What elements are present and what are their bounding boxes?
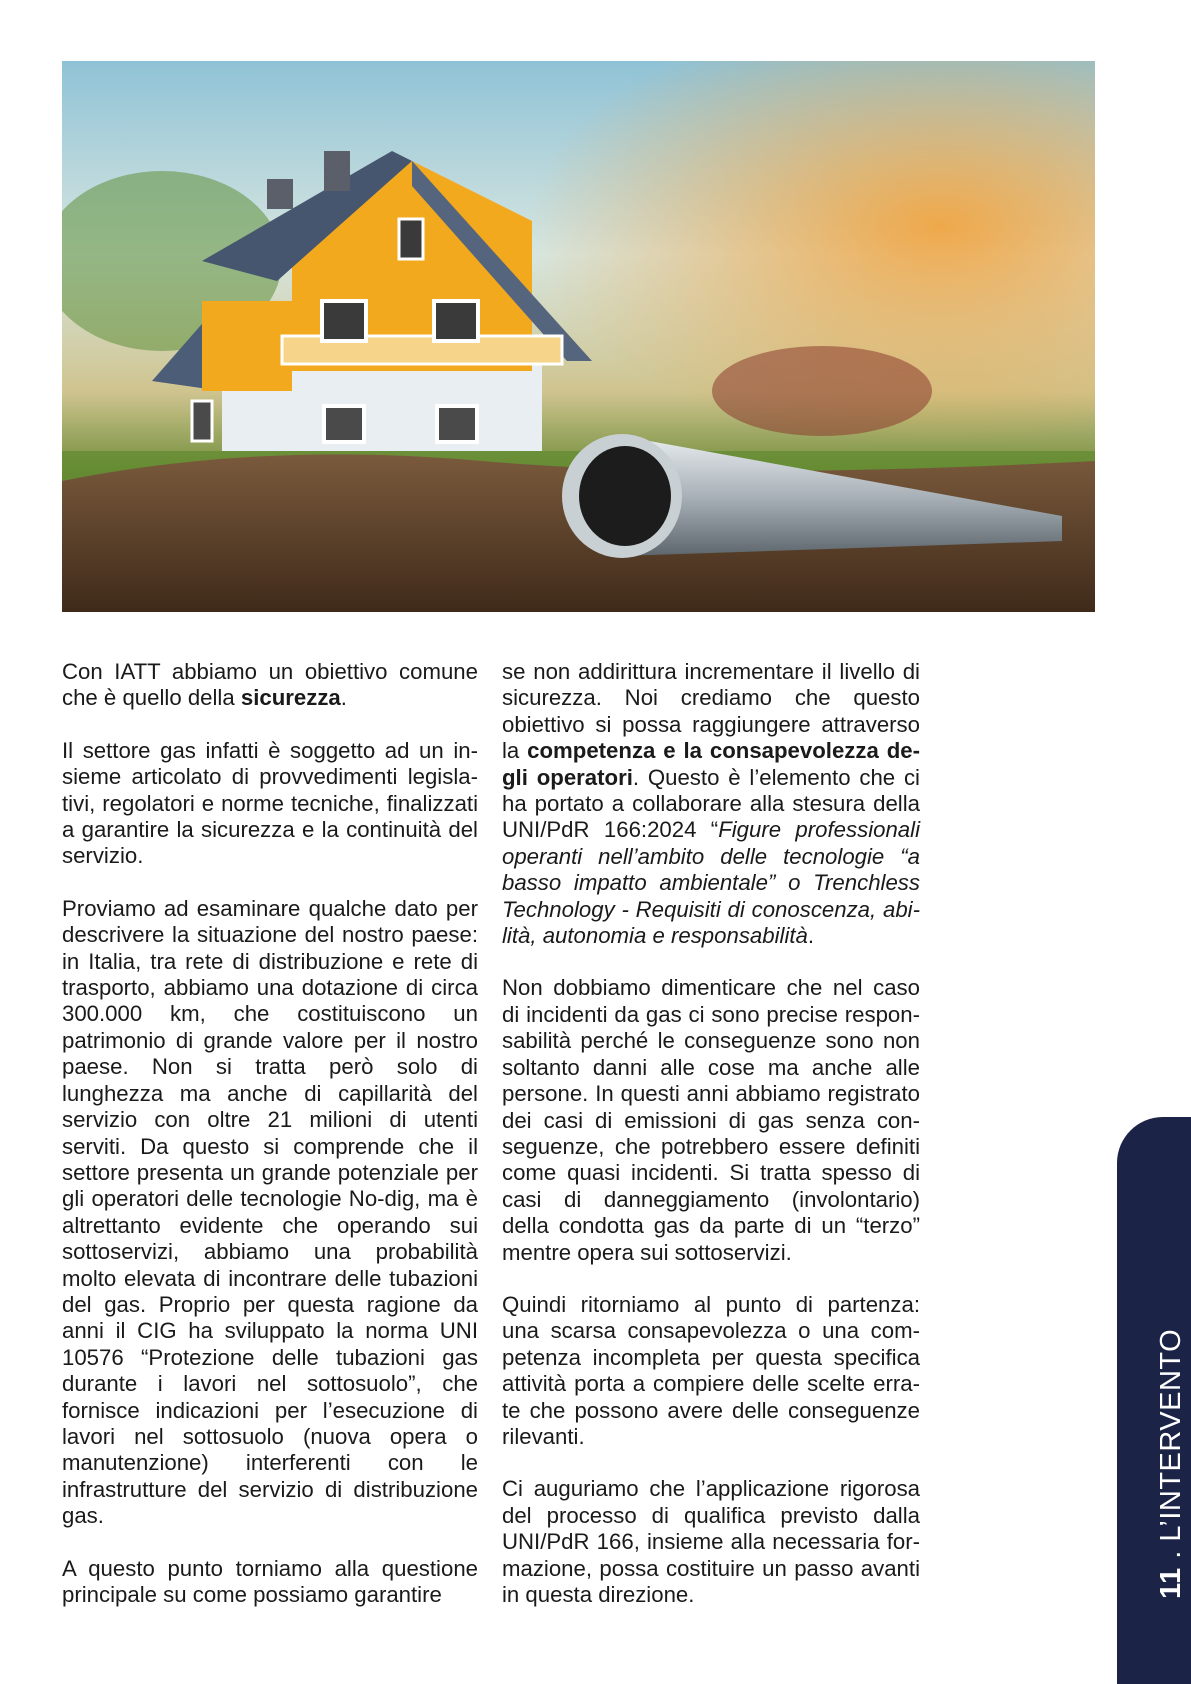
hero-image (62, 61, 1095, 612)
article-column-left (62, 659, 478, 1608)
paragraph: Ci auguriamo che l’applicazione rigorosa del processo di qualifica previsto dalla UNI/PdR 166, insieme alla necessaria formazione, possa costituire un passo avanti in questa direzione. (502, 1476, 920, 1607)
paragraph (62, 659, 478, 712)
paragraph (502, 659, 920, 949)
paragraph-text: . Questo è l’elemento che ci ha portato a collaborare alla stesura della UNI/PdR 166:2024 “ (502, 764, 920, 843)
paragraph-text: Con IATT abbiamo un obiettivo comune che è quello della (62, 659, 478, 711)
section-separator: . (1155, 1541, 1187, 1568)
bold-text: competenza e la consapevolezza degli operatori (502, 738, 920, 790)
house-and-pipe-illustration (62, 61, 1095, 612)
paragraph-text: . (807, 923, 815, 949)
paragraph: Quindi ritorniamo al punto di partenza: una scarsa consapevolezza o una competenza incompleta per questa specifica attività porta a compiere delle scelte errate che possono avere delle conseguenze rilevanti. (502, 1291, 920, 1449)
italic-title: Figure professionali operanti nell’ambito delle tecnologie “a basso impatto ambientale” o Trenchless Technology - Requisiti di conoscenza, abilità, autonomia e responsabilità (502, 817, 921, 949)
paragraph: Proviamo ad esaminare qualche dato per descrivere la situazione del nostro paese: in Italia, tra rete di distribuzione e rete di trasporto, abbiamo una dotazione di circa 300.000 km, che costituiscono un patrimonio di grande valore per il nostro paese. Non si tratta però solo di lunghezza ma anche di capillarità del servizio con oltre 21 milioni di utenti serviti. Da questo si comprende che il settore presenta un grande potenziale per gli operatori delle tecnologie No-dig, ma è altrettanto evidente che operando sui sottoservizi, abbiamo una probabilità molto elevata di incontrare delle tubazioni del gas. Proprio per questa ragione da anni il CIG ha sviluppato la norma UNI 10576 “Protezione delle tubazioni gas durante i lavori nel sottosuolo”, che fornisce indicazioni per l’esecuzione di lavori nel sottosuolo (nuova opera o manutenzione) interferenti con le infrastrutture del servizio di distribuzione gas. (62, 895, 478, 1529)
paragraph: A questo punto torniamo alla questione principale su come possiamo garantire (62, 1555, 478, 1607)
paragraph-text: se non addirittura incrementare il livello di sicurezza. Noi crediamo che questo obiettivo si possa raggiungere attraverso la (502, 659, 920, 764)
article-column-right (502, 659, 920, 1608)
bold-text: sicurezza (240, 685, 341, 711)
paragraph: Il settore gas infatti è soggetto ad un insieme articolato di provvedimenti legislativi, regolatori e norme tecniche, finalizzati a garantire la sicurezza e la continuità del servizio. (62, 737, 478, 869)
paragraph-text: . (340, 685, 347, 711)
section-label (1154, 1329, 1188, 1599)
paragraph: Non dobbiamo dimenticare che nel caso di incidenti da gas ci sono precise responsabilità perché le conseguenze sono non soltanto danni alle cose ma anche alle persone. In questi anni abbiamo registrato dei casi di emissioni di gas senza conseguenze, che potrebbero essere definiti come quasi incidenti. Si tratta spesso di casi di danneggiamento (involontario) della condotta gas da parte di un “terzo” mentre opera sui sottoservizi. (502, 975, 920, 1265)
section-number: 11 (1155, 1567, 1187, 1599)
section-title: L’INTERVENTO (1155, 1328, 1187, 1542)
